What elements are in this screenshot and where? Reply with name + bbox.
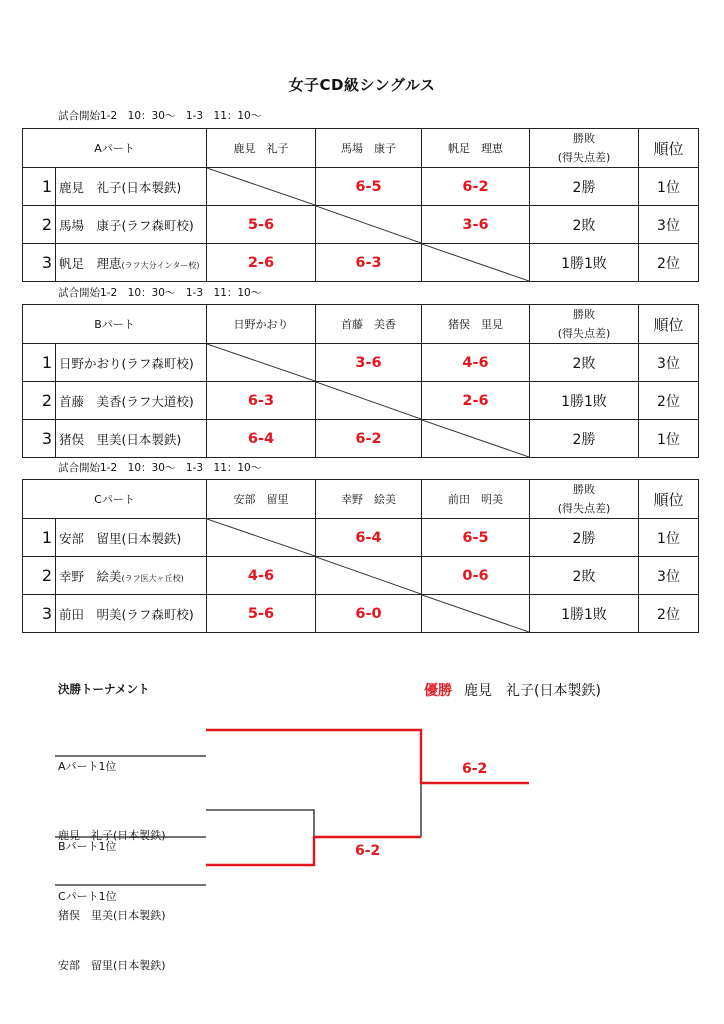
opponent-header: 猪俣 里見	[422, 305, 530, 344]
player-name-cell	[56, 420, 207, 458]
opponent-header: 馬場 康子	[316, 129, 422, 168]
wl-header-line1: 勝敗	[573, 308, 596, 321]
final-score: 6-2	[462, 761, 488, 777]
table-row	[23, 595, 699, 633]
diagonal-line	[207, 168, 315, 205]
match-score: 5-6	[207, 206, 316, 244]
player-name-cell	[56, 206, 207, 244]
win-loss: 2敗	[530, 344, 639, 382]
opponent-header: 帆足 理恵	[422, 129, 530, 168]
self-match-cell	[207, 344, 316, 382]
bracket-entry-c	[58, 839, 166, 1000]
rank: 1位	[639, 420, 699, 458]
diagonal-line	[422, 244, 529, 281]
league-table-Aパート	[22, 128, 699, 282]
rank: 1位	[639, 168, 699, 206]
wl-header-line2: (得失点差)	[557, 502, 611, 515]
match-score: 6-3	[316, 244, 422, 282]
rank: 3位	[639, 557, 699, 595]
opponent-header: 幸野 絵美	[316, 480, 422, 519]
player-name: 安部 留里	[59, 530, 122, 546]
win-loss: 2敗	[530, 557, 639, 595]
player-number: 3	[23, 244, 56, 282]
wl-header	[530, 305, 639, 344]
league-table-Cパート	[22, 479, 699, 633]
entry-player: 鹿見 礼子(日本製鉄)	[58, 829, 166, 842]
player-name-cell	[56, 244, 207, 282]
match-score: 4-6	[207, 557, 316, 595]
diagonal-line	[316, 382, 421, 419]
player-number: 3	[23, 595, 56, 633]
match-score: 3-6	[316, 344, 422, 382]
rank: 2位	[639, 244, 699, 282]
player-affiliation: (日本製鉄)	[121, 431, 182, 447]
match-schedule: 試合開始1-2 10：30～ 1-3 11：10～	[58, 462, 262, 474]
rank-header: 順位	[639, 129, 699, 168]
match-score: 6-2	[422, 168, 530, 206]
match-score: 2-6	[422, 382, 530, 420]
rank: 3位	[639, 344, 699, 382]
player-name: 帆足 理恵	[59, 255, 122, 271]
match-score: 6-5	[316, 168, 422, 206]
player-number: 1	[23, 519, 56, 557]
match-score: 5-6	[207, 595, 316, 633]
player-affiliation: (ラフ森町校)	[121, 606, 194, 622]
entry-player: 猪俣 里美(日本製鉄)	[58, 909, 166, 922]
match-score: 0-6	[422, 557, 530, 595]
match-schedule: 試合開始1-2 10：30～ 1-3 11：10～	[58, 287, 262, 299]
diagonal-line	[316, 557, 421, 594]
part-label: Bパート	[23, 305, 207, 344]
player-name-cell	[56, 595, 207, 633]
match-score: 2-6	[207, 244, 316, 282]
player-name: 首藤 美香	[59, 393, 122, 409]
table-row	[23, 557, 699, 595]
player-name: 馬場 康子	[59, 217, 122, 233]
match-score: 6-2	[316, 420, 422, 458]
wl-header-line2: (得失点差)	[557, 151, 611, 164]
wl-header-line2: (得失点差)	[557, 327, 611, 340]
self-match-cell	[316, 557, 422, 595]
rank-header: 順位	[639, 305, 699, 344]
table-row	[23, 420, 699, 458]
table-row	[23, 168, 699, 206]
player-name: 日野かおり	[59, 355, 122, 371]
champion-banner	[424, 680, 601, 700]
opponent-header: 日野かおり	[207, 305, 316, 344]
entry-seed: Cパート1位	[58, 890, 117, 903]
player-name-cell	[56, 382, 207, 420]
wl-header-line1: 勝敗	[573, 132, 595, 145]
player-name: 鹿見 礼子	[59, 179, 122, 195]
table-header	[23, 480, 699, 519]
self-match-cell	[316, 206, 422, 244]
table-header	[23, 129, 699, 168]
player-name: 前田 明美	[59, 606, 122, 622]
self-match-cell	[422, 244, 530, 282]
self-match-cell	[207, 168, 316, 206]
win-loss: 2勝	[530, 168, 639, 206]
match-score: 6-4	[207, 420, 316, 458]
win-loss: 2勝	[530, 519, 639, 557]
win-loss: 2勝	[530, 420, 639, 458]
player-name-cell	[56, 168, 207, 206]
player-number: 2	[23, 382, 56, 420]
player-affiliation: (ラフ医大ヶ丘校)	[121, 573, 184, 583]
match-score: 3-6	[422, 206, 530, 244]
table-row	[23, 344, 699, 382]
table-row	[23, 519, 699, 557]
match-score: 6-0	[316, 595, 422, 633]
self-match-cell	[316, 382, 422, 420]
player-affiliation: (日本製鉄)	[121, 179, 182, 195]
league-table-Bパート	[22, 304, 699, 458]
diagonal-line	[422, 420, 529, 457]
rank: 1位	[639, 519, 699, 557]
match-schedule: 試合開始1-2 10：30～ 1-3 11：10～	[58, 110, 262, 122]
entry-seed: Bパート1位	[58, 840, 117, 853]
part-label: Aパート	[23, 129, 207, 168]
part-label: Cパート	[23, 480, 207, 519]
match-score: 6-5	[422, 519, 530, 557]
table-row	[23, 244, 699, 282]
entry-seed: Aパート1位	[58, 760, 117, 773]
match-score: 6-4	[316, 519, 422, 557]
wl-header-line1: 勝敗	[573, 483, 595, 496]
player-affiliation: (ラフ森町校)	[121, 217, 194, 233]
player-number: 2	[23, 206, 56, 244]
win-loss: 1勝1敗	[530, 382, 639, 420]
player-name-cell	[56, 519, 207, 557]
win-loss: 1勝1敗	[530, 595, 639, 633]
diagonal-line	[207, 344, 315, 381]
player-name: 猪俣 里美	[59, 431, 122, 447]
opponent-header: 首藤 美香	[316, 305, 422, 344]
player-name: 幸野 絵美	[59, 568, 122, 584]
self-match-cell	[207, 519, 316, 557]
player-name-cell	[56, 344, 207, 382]
entry-player: 安部 留里(日本製鉄)	[58, 959, 166, 972]
player-affiliation: (ラフ大分インター校)	[121, 260, 200, 270]
player-number: 1	[23, 344, 56, 382]
opponent-header: 前田 明美	[422, 480, 530, 519]
match-score: 6-3	[207, 382, 316, 420]
table-row	[23, 206, 699, 244]
semifinal-score: 6-2	[355, 843, 381, 859]
rank: 3位	[639, 206, 699, 244]
rank: 2位	[639, 595, 699, 633]
wl-header	[530, 480, 639, 519]
player-number: 2	[23, 557, 56, 595]
win-loss: 2敗	[530, 206, 639, 244]
self-match-cell	[422, 595, 530, 633]
table-row	[23, 382, 699, 420]
match-score: 4-6	[422, 344, 530, 382]
champion-name: 鹿見 礼子(日本製鉄)	[464, 683, 601, 699]
rank-header: 順位	[639, 480, 699, 519]
win-loss: 1勝1敗	[530, 244, 639, 282]
champion-label: 優勝	[424, 683, 452, 699]
player-number: 1	[23, 168, 56, 206]
tournament-title: 決勝トーナメント	[58, 682, 150, 696]
diagonal-line	[316, 206, 421, 243]
opponent-header: 鹿見 礼子	[207, 129, 316, 168]
player-affiliation: (ラフ森町校)	[121, 355, 194, 371]
player-affiliation: (ラフ大道校)	[121, 393, 194, 409]
rank: 2位	[639, 382, 699, 420]
self-match-cell	[422, 420, 530, 458]
table-header	[23, 305, 699, 344]
opponent-header: 安部 留里	[207, 480, 316, 519]
page-title: 女子CD級シングルス	[288, 76, 436, 94]
player-affiliation: (日本製鉄)	[121, 530, 182, 546]
player-number: 3	[23, 420, 56, 458]
diagonal-line	[207, 519, 315, 556]
diagonal-line	[422, 595, 529, 632]
player-name-cell	[56, 557, 207, 595]
wl-header	[530, 129, 639, 168]
